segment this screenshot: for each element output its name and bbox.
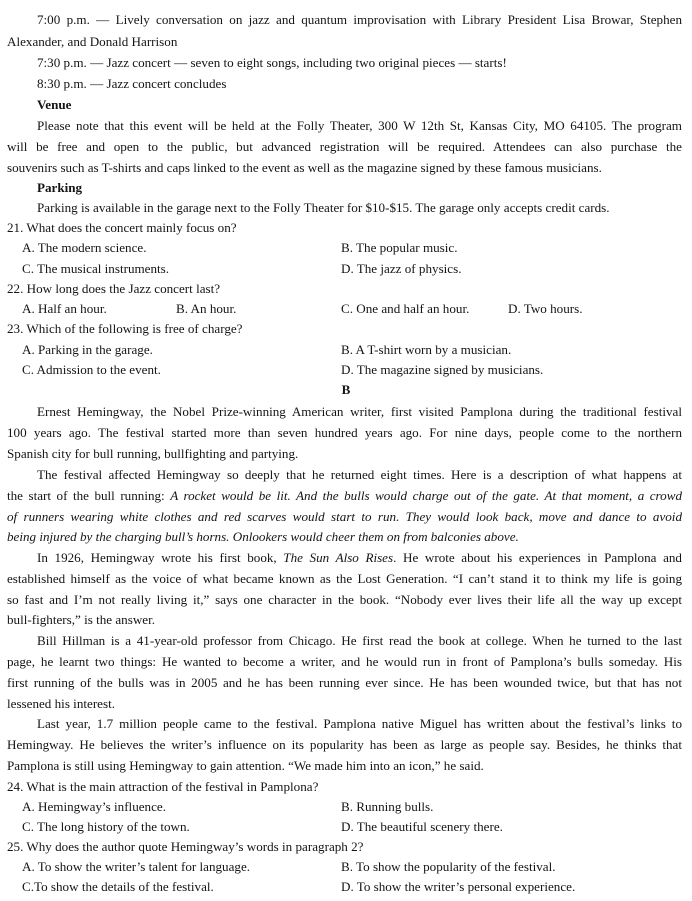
p1-line-1: Ernest Hemingway, the Nobel Prize-winning American writer, first visited Pamplona during the traditional festival [37, 404, 682, 419]
schedule-item-1-line-2: Alexander, and Donald Harrison [7, 34, 178, 49]
p5-line-3: Pamplona is still using Hemingway to gain attention. “We made him into an icon,” he said. [7, 758, 484, 773]
p1-line-3: Spanish city for bull running, bullfighting and partying. [7, 446, 299, 461]
p2-line-3: of runners wearing white clothes and red scarves would start to run. They would look back, move and dance to avoid [7, 509, 682, 524]
p3-line-1-tail: . He wrote about his experiences in Pamplona and [393, 550, 682, 565]
question-22-stem: 22. How long does the Jazz concert last? [7, 281, 221, 296]
q21-option-c: C. The musical instruments. [22, 261, 170, 276]
p1-line-2: 100 years ago. The festival started more than seven hundred years ago. For nine days, people come to the northern [7, 425, 682, 440]
venue-line-1: Please note that this event will be held at the Folly Theater, 300 W 12th St, Kansas City, MO 64105. The program [37, 118, 682, 133]
p4-line-1: Bill Hillman is a 41-year-old professor from Chicago. He first read the book at college. When he turned to the last [37, 633, 682, 648]
q25-option-a: A. To show the writer’s talent for language. [22, 859, 251, 874]
p4-line-4: lessened his interest. [7, 696, 115, 711]
question-23-stem: 23. Which of the following is free of charge? [7, 321, 243, 336]
question-25-stem: 25. Why does the author quote Hemingway’s words in paragraph 2? [7, 839, 364, 854]
q25-option-b: B. To show the popularity of the festival. [341, 859, 556, 874]
p3-line-1-lead: In 1926, Hemingway wrote his first book, [37, 550, 284, 565]
schedule-item-1-line-1: 7:00 p.m. — Lively conversation on jazz and quantum improvisation with Library President Lisa Browar, Stephen [37, 12, 682, 27]
q21-option-b: B. The popular music. [341, 240, 458, 255]
q22-option-a: A. Half an hour. [22, 301, 107, 316]
venue-line-2: will be free and open to the public, but advanced registration will be required. Attendees can also purchase the [7, 139, 682, 154]
q24-option-d: D. The beautiful scenery there. [341, 819, 503, 834]
q24-option-c: C. The long history of the town. [22, 819, 190, 834]
p3-line-3: so fast and I’m not really living it,” says one character in the book. “Nobody ever lives their life all the way up except [7, 592, 682, 607]
question-24-stem: 24. What is the main attraction of the festival in Pamplona? [7, 779, 319, 794]
q25-option-d: D. To show the writer’s personal experience. [341, 879, 576, 894]
p2-line-2-italic: A rocket would be lit. And the bulls would charge out of the gate. At that moment, a crowd [170, 488, 682, 503]
p3-line-4: bull-fighters,” is the answer. [7, 612, 155, 627]
p4-line-2: page, he learnt two things: He wanted to become a writer, and he would run in front of Pamplona’s bulls someday. His [7, 654, 682, 669]
parking-line-1: Parking is available in the garage next to the Folly Theater for $10-$15. The garage only accepts credit cards. [37, 200, 610, 215]
p2-line-2-lead: the start of the bull running: [7, 488, 171, 503]
p5-line-2: Hemingway. He believes the writer’s influence on its popularity has been as large as people say. Besides, he thinks that [7, 737, 682, 752]
q21-option-d: D. The jazz of physics. [341, 261, 462, 276]
p4-line-3: first running of the bulls was in 2005 and he has been running ever since. He has been wounded twice, but that has not [7, 675, 682, 690]
q23-option-a: A. Parking in the garage. [22, 342, 153, 357]
p2-line-2 [7, 486, 682, 506]
question-21-stem: 21. What does the concert mainly focus on? [7, 220, 237, 235]
q21-option-a: A. The modern science. [22, 240, 147, 255]
section-b-heading: B [341, 382, 351, 397]
schedule-item-3: 8:30 p.m. — Jazz concert concludes [37, 76, 227, 91]
q23-option-c: C. Admission to the event. [22, 362, 161, 377]
venue-line-3: souvenirs such as T-shirts and caps linked to the event as well as the magazine signed by these famous musicians. [7, 160, 602, 175]
p2-line-4: being injured by the charging bull’s horns. Onlookers would cheer them on from balconies above. [7, 529, 519, 544]
q25-option-c: C.To show the details of the festival. [22, 879, 214, 894]
p3-line-1 [37, 548, 682, 568]
venue-heading: Venue [37, 97, 72, 112]
p2-line-1: The festival affected Hemingway so deeply that he returned eight times. Here is a description of what happens at [37, 467, 682, 482]
q23-option-b: B. A T-shirt worn by a musician. [341, 342, 512, 357]
q22-option-c: C. One and half an hour. [341, 301, 470, 316]
p3-line-2: established himself as the voice of what became known as the Lost Generation. “I can’t stand it to think my life is going [7, 571, 682, 586]
q22-option-d: D. Two hours. [508, 301, 583, 316]
q24-option-b: B. Running bulls. [341, 799, 434, 814]
q24-option-a: A. Hemingway’s influence. [22, 799, 166, 814]
schedule-item-2: 7:30 p.m. — Jazz concert — seven to eight songs, including two original pieces — starts! [37, 55, 507, 70]
p5-line-1: Last year, 1.7 million people came to the festival. Pamplona native Miguel has written about the festival’s links to [37, 716, 682, 731]
q23-option-d: D. The magazine signed by musicians. [341, 362, 544, 377]
q22-option-b: B. An hour. [176, 301, 237, 316]
book-title: The Sun Also Rises [283, 550, 394, 565]
parking-heading: Parking [37, 180, 83, 195]
